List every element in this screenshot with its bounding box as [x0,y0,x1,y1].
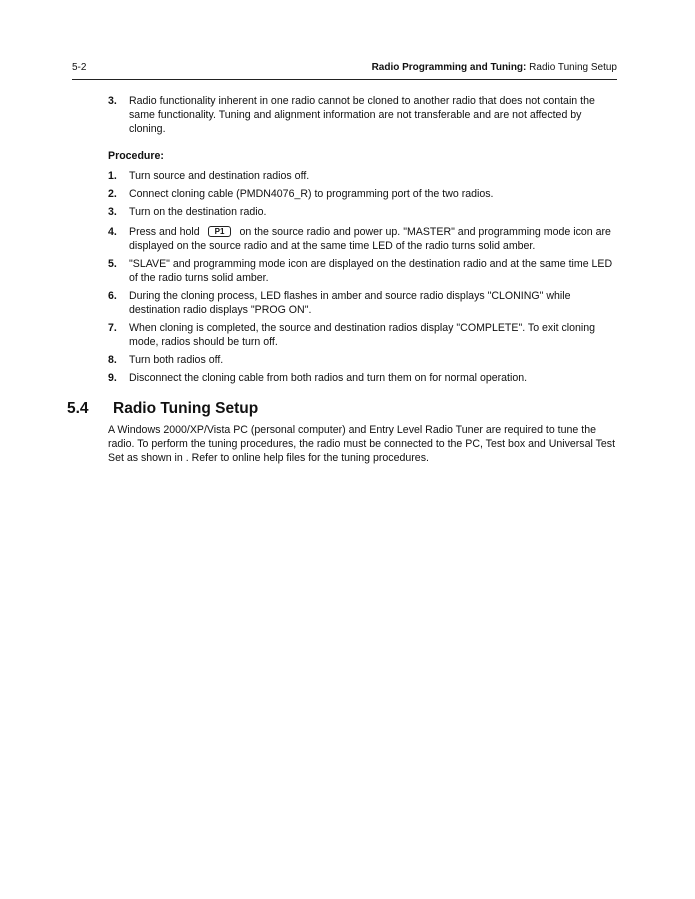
step-text-before: Press and hold [129,226,200,238]
step-number: 6. [108,290,117,302]
step-number: 4. [108,226,117,238]
intro-item-text: Radio functionality inherent in one radio cannot be cloned to another radio that does not contain the same functionality. Tuning and alignment information are not transferable and are not affected by cloning. [129,95,595,135]
step-8 [108,353,613,367]
running-title-chapter: Radio Programming and Tuning: [371,62,527,73]
step-2 [108,187,613,201]
running-title [372,62,617,73]
intro-list-item [108,94,613,136]
step-number: 2. [108,188,117,200]
step-6 [108,289,613,317]
step-text-after: on the source radio and power up. "MASTER" and programming mode icon are displayed on the source radio and at the same time LED of the radio turns solid amber. [129,226,611,252]
step-1 [108,169,613,183]
page-number: 5-2 [72,62,87,73]
section-body-text: A Windows 2000/XP/Vista PC (personal computer) and Entry Level Radio Tuner are required to tune the radio. To perform the tuning procedures, the radio must be connected to the PC, Test box and Universal Test Set as shown in . Refer to online help files for the tuning procedures. [108,424,616,464]
step-text: Turn on the destination radio. [129,206,267,218]
page-header [72,62,617,78]
step-number: 1. [108,170,117,182]
page-content [108,94,613,389]
step-text: Turn both radios off. [129,354,224,366]
step-number: 7. [108,322,117,334]
step-number: 3. [108,206,117,218]
step-text: When cloning is completed, the source and destination radios display "COMPLETE". To exit cloning mode, radios should be turn off. [129,322,596,348]
step-3 [108,205,613,219]
step-text: Connect cloning cable (PMDN4076_R) to programming port of the two radios. [129,188,494,200]
step-text: Turn source and destination radios off. [129,170,310,182]
section-number: 5.4 [67,400,89,417]
step-7 [108,321,613,349]
step-5 [108,257,613,285]
step-text: Disconnect the cloning cable from both radios and turn them on for normal operation. [129,372,528,384]
step-text: "SLAVE" and programming mode icon are displayed on the destination radio and at the same time LED of the radio turns solid amber. [129,258,613,284]
procedure-heading: Procedure: [108,150,164,162]
intro-item-number: 3. [108,95,117,107]
step-9 [108,371,613,385]
header-rule [72,79,617,80]
p1-key-icon: P1 [208,226,232,237]
section-title: Radio Tuning Setup [113,400,259,417]
step-number: 9. [108,372,117,384]
step-4 [108,225,613,253]
step-number: 8. [108,354,117,366]
step-text: During the cloning process, LED flashes in amber and source radio displays "CLONING" while destination radio displays "PROG ON". [129,290,571,316]
step-number: 5. [108,258,117,270]
running-title-section: Radio Tuning Setup [529,62,617,73]
